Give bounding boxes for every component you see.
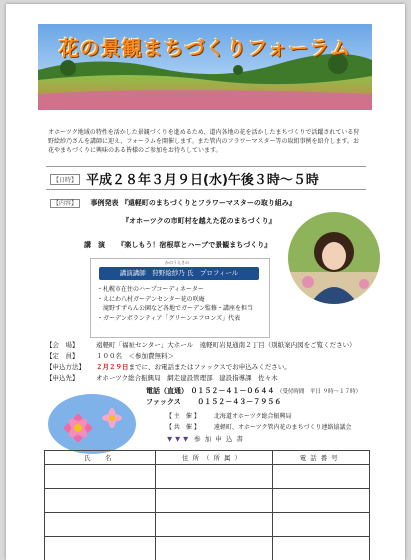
speaker-photo: [288, 212, 380, 304]
host-value: 北海道オホーツク総合振興局: [213, 413, 292, 420]
capacity-label: 【定 員】: [46, 352, 79, 360]
venue-row: [46, 340, 356, 349]
name-cell[interactable]: [45, 513, 156, 537]
phone-cell[interactable]: [272, 489, 370, 513]
program-case-row: [50, 198, 296, 208]
profile-item: ・えにわ八村ガーデンセンター花の咲庵: [97, 295, 205, 303]
name-cell[interactable]: [45, 537, 156, 560]
lecture-title: 『楽しもう！宿根草とハーブで景観まちづくり』: [117, 241, 272, 249]
tel-number: ０１５２－４１－０６４４: [190, 387, 275, 395]
fax-label: ファックス: [146, 398, 181, 406]
address-cell[interactable]: [155, 489, 272, 513]
host-row: [166, 411, 292, 420]
deadline-label: 【申込方法】: [46, 363, 85, 371]
date-bar: [46, 166, 366, 190]
cohost-value: 遠軽町、オホーツク管内花のまちづくり連絡協議会: [213, 424, 352, 431]
intro-text: オホーツク地域の特性を活かした景観づくりを進めるため、道内各地の花を活かしたまちづくりで活躍されている狩野絵紗乃さんを講師に迎え、フォーラムを開催します。また管内のフラワーマスター等の取組事例を紹介します。お花やまちづくりに興味のある皆様のご参加をお待ちしています。: [48, 129, 360, 154]
lecture-row: [84, 240, 271, 250]
capacity-row: [46, 351, 174, 360]
address-cell[interactable]: [155, 465, 272, 489]
form-row: [45, 513, 370, 537]
address-cell[interactable]: [155, 537, 272, 560]
cohost-row: [166, 422, 351, 431]
case-1-title: 『遠軽町のまちづくりとフラワーマスターの取り組み』: [120, 199, 296, 207]
form-row: [45, 489, 370, 513]
profile-item: ・札幌市在住のハーブコーディネーター: [97, 286, 204, 293]
deadline-text: までに、お電話またはファックスでお申込みください。: [128, 363, 291, 371]
cohost-label: 【 共 催 】: [166, 424, 200, 431]
host-label: 【 主 催 】: [166, 413, 200, 420]
form-row: [45, 537, 370, 560]
banner-photo: [38, 24, 372, 110]
profile-item: ・ガーデンボランティア「グリーンエフロンズ」代表: [97, 314, 241, 322]
deadline-row: [46, 362, 291, 371]
deadline-date: ２月２９日: [96, 363, 129, 371]
contact-label: 【申込先】: [46, 374, 79, 382]
form-row: [45, 465, 370, 489]
name-cell[interactable]: [45, 465, 156, 489]
phone-cell[interactable]: [272, 513, 370, 537]
case-2-title: 『オホーツクの市町村を越えた花のまちづくり』: [122, 217, 276, 225]
event-title: 花の景観まちづくりフォーラム: [58, 36, 352, 60]
form-header-row: [45, 451, 370, 465]
profile-item: 滝野すずらん公園など各地でガーデン監修・講座を担当: [97, 305, 253, 312]
lecture-label: 講 演: [84, 241, 105, 249]
triangle-icons: ▼▼▼: [167, 435, 192, 443]
column-name: 氏 名: [45, 451, 156, 465]
case-label: 事例発表: [90, 199, 119, 207]
address-cell[interactable]: [155, 513, 272, 537]
phone-cell[interactable]: [272, 465, 370, 489]
capacity-value: １００名 ＜参加費無料＞: [96, 352, 174, 360]
column-address: 住所（所属）: [155, 451, 272, 465]
fax-number: ０１５２－４３－７９５６: [197, 398, 282, 406]
profile-header: 講演講師 狩野絵紗乃 氏 プロフィール: [99, 267, 259, 280]
venue-label: 【会 場】: [46, 341, 79, 349]
cosmos-flower-photo: [48, 394, 136, 454]
venue-value: 遠軽町「福祉センター」大ホール 遠軽町岩見通南２丁目（別紙案内図をご覧ください）: [96, 341, 356, 349]
application-form-table: [44, 450, 370, 560]
application-title: 参 加 申 込 書: [194, 435, 244, 443]
tel-label: 電話（直通）: [146, 387, 188, 395]
fax-row: [146, 397, 281, 407]
tel-row: [146, 386, 361, 396]
phone-cell[interactable]: [272, 537, 370, 560]
flyer-page: [6, 4, 405, 560]
application-heading: [6, 434, 405, 443]
contact-value: オホーツク総合振興局 網走建設管理部 建設指導課 佐々木: [96, 374, 278, 382]
column-phone: 電話番号: [272, 451, 370, 465]
name-cell[interactable]: [45, 489, 156, 513]
date-tag: 【日時】: [50, 174, 80, 185]
speaker-profile-box: [90, 258, 270, 338]
event-date: 平成２８年３月９日(水)午後３時～５時: [86, 173, 319, 188]
tel-hours: （受付時間 平日 ９時～１７時）: [276, 389, 362, 395]
program-tag: 【内容】: [50, 199, 80, 208]
contact-row: [46, 373, 278, 382]
speaker-name-ruby: かのうえさの: [165, 260, 189, 265]
profile-list: [97, 285, 253, 323]
